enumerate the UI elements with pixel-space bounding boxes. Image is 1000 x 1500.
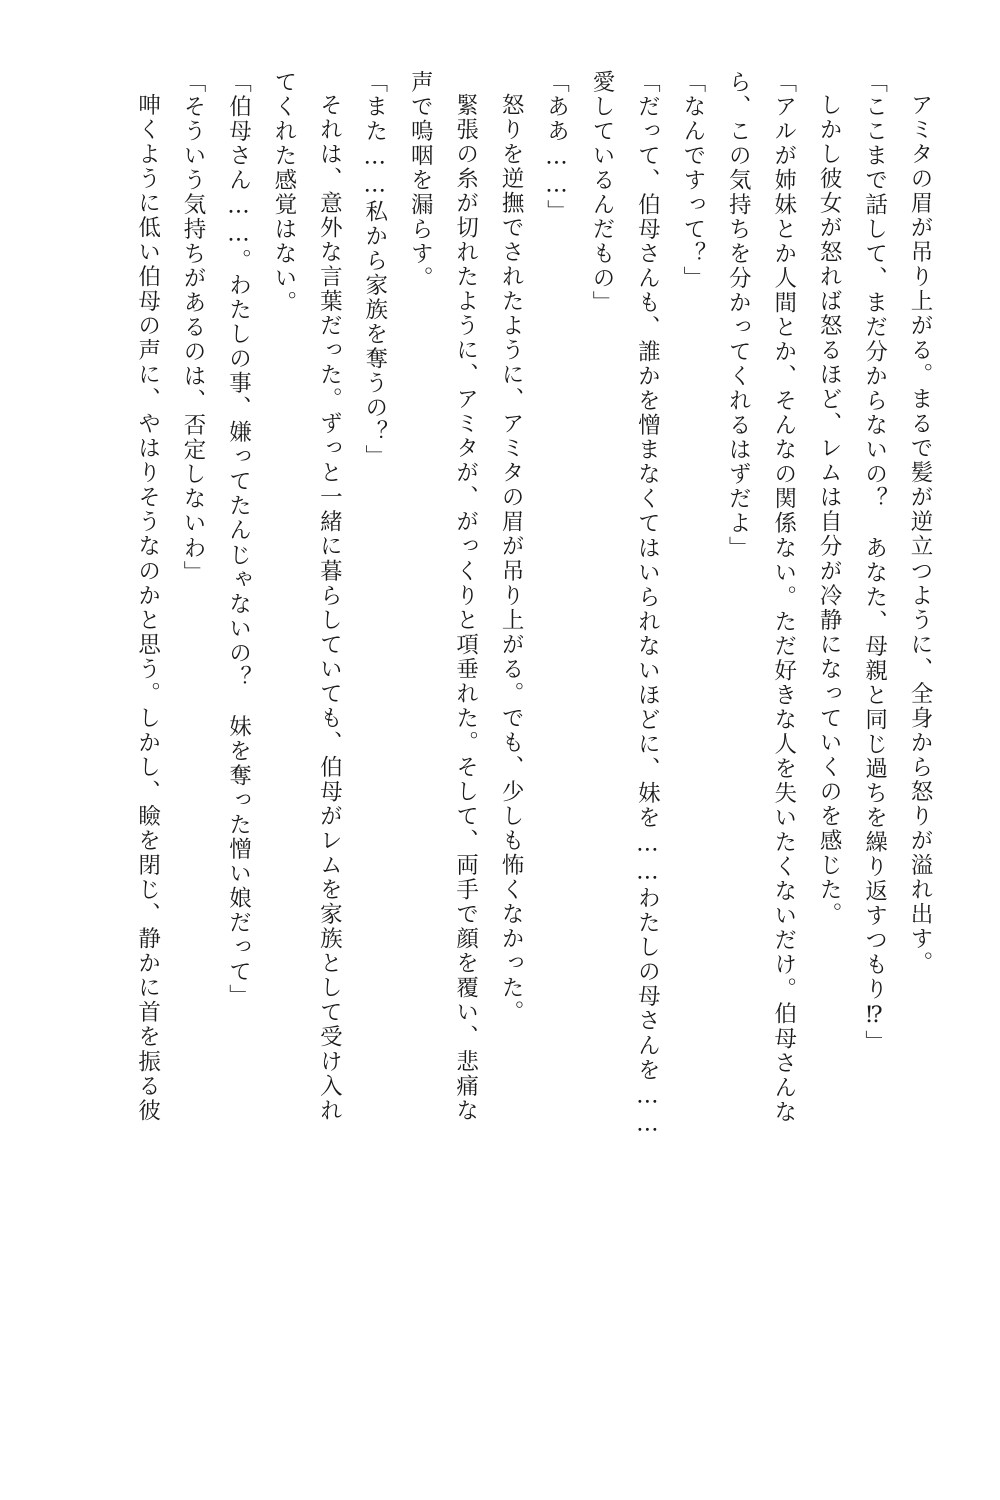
paragraph-line: 「だって、伯母さんも、誰かを憎まなくてはいられないほどに、妹を……わたしの母さんを……	[634, 70, 661, 1139]
paragraph-line: 愛しているんだもの」	[588, 70, 615, 316]
paragraph-line: しかし彼女が怒れば怒るほど、レムは自分が冷静になっていくのを感じた。	[816, 92, 843, 927]
paragraph-line: 声で嗚咽を漏らす。	[407, 70, 434, 291]
paragraph-line: 怒りを逆撫でされたように、アミタの眉が吊り上がる。でも、少しも怖くなかった。	[498, 92, 525, 1025]
paragraph-line: 「ああ……」	[543, 70, 570, 225]
vertical-text-body	[58, 70, 942, 1430]
paragraph-line: 緊張の糸が切れたように、アミタが、がっくりと項垂れた。そして、両手で顔を覆い、悲痛な	[452, 92, 479, 1123]
paragraph-line: 呻くように低い伯母の声に、やはりそうなのかと思う。しかし、瞼を閉じ、静かに首を振る彼	[134, 92, 161, 1123]
paragraph-line: 「なんですって？」	[679, 70, 706, 291]
paragraph-line: 「伯母さん……。わたしの事、嫌ってたんじゃないの？ 妹を奪った憎い娘だって」	[225, 70, 252, 1009]
paragraph-line: てくれた感覚はない。	[270, 70, 297, 316]
paragraph-line: アミタの眉が吊り上がる。まるで髪が逆立つように、全身から怒りが溢れ出す。	[907, 92, 933, 976]
paragraph-line: 「そういう気持ちがあるのは、否定しないわ」	[180, 70, 206, 586]
paragraph-line: 「ここまで話して、まだ分からないの？ あなた、母親と同じ過ちを繰り返すつもり⁉」	[861, 70, 888, 1055]
paragraph-line: ら、この気持ちを分かってくれるはずだよ」	[725, 70, 752, 561]
paragraph-line: 「また……私から家族を奪うの？」	[361, 70, 388, 470]
paragraph-line: 「アルが姉妹とか人間とか、そんなの関係ない。ただ好きな人を失いたくないだけ。伯母さんな	[770, 70, 797, 1125]
paragraph-line: それは、意外な言葉だった。ずっと一緒に暮らしていても、伯母がレムを家族として受け入れ	[316, 92, 343, 1123]
